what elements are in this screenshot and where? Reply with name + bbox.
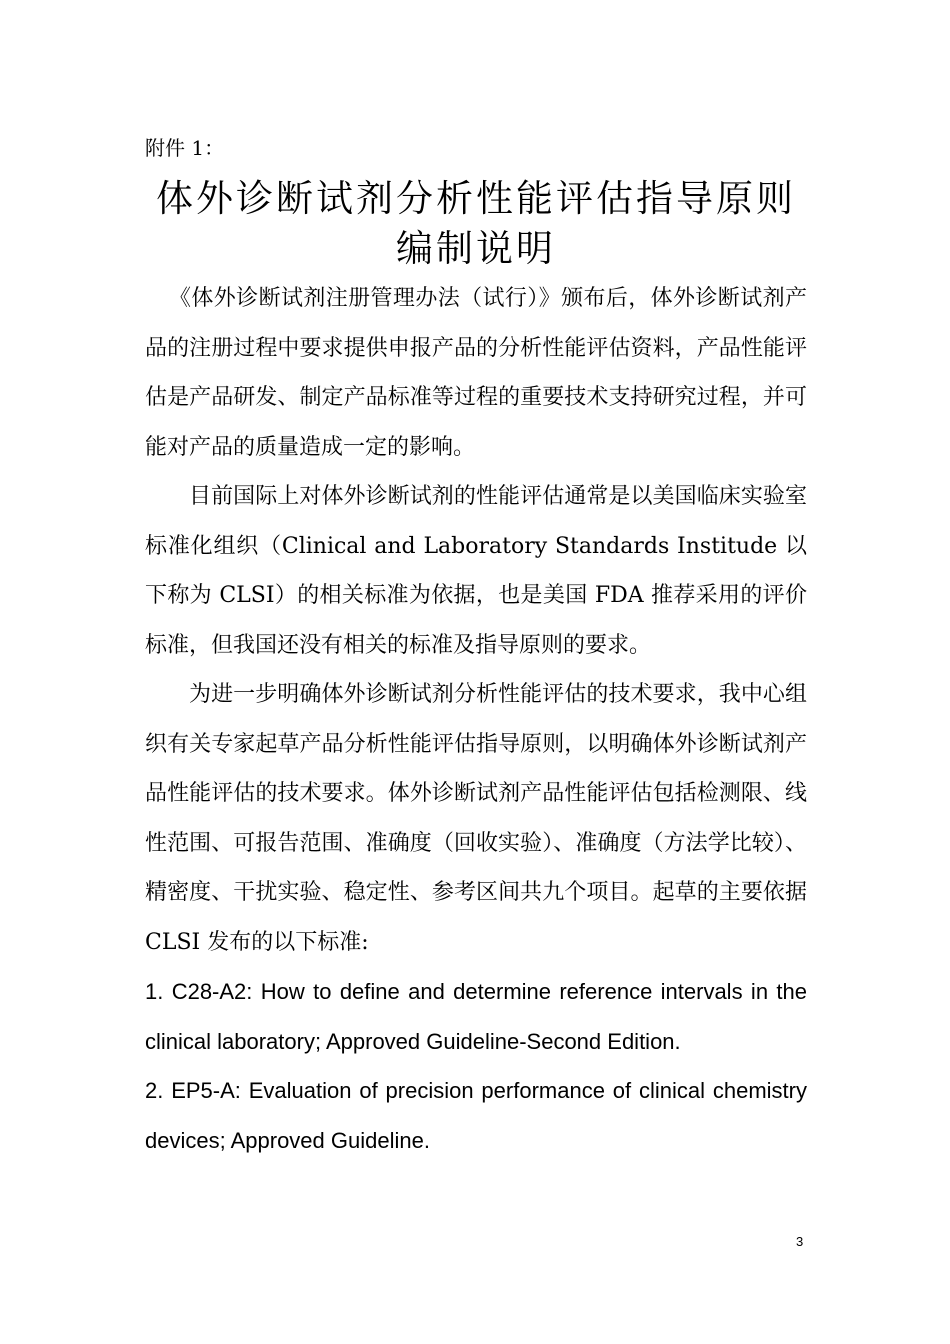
paragraph-background: 目前国际上对体外诊断试剂的性能评估通常是以美国临床实验室标准化组织（Clinical and Laboratory Standards Institude 以下称为 CLSI）的相关标准为依据，也是美国 FDA 推荐采用的评价标准，但我国还没有相关的标准及指导原则的要求。 bbox=[145, 484, 807, 658]
reference-item: 2. EP5-A: Evaluation of precision performance of clinical chemistry devices; Approved Guideline. bbox=[145, 1078, 807, 1153]
reference-item: 1. C28-A2: How to define and determine reference intervals in the clinical laboratory; Approved Guideline-Second Edition. bbox=[145, 979, 807, 1054]
attachment-label: 附件 1： bbox=[145, 136, 225, 160]
paragraph-purpose: 为进一步明确体外诊断试剂分析性能评估的技术要求，我中心组织有关专家起草产品分析性能评估指导原则，以明确体外诊断试剂产品性能评估的技术要求。体外诊断试剂产品性能评估包括检测限、线性范围、可报告范围、准确度（回收实验）、准确度（方法学比较）、精密度、干扰实验、稳定性、参考区间共九个项目。起草的主要依据 CLSI 发布的以下标准: bbox=[145, 682, 807, 955]
document-title bbox=[145, 174, 807, 274]
page-number: 3 bbox=[796, 1234, 804, 1249]
title-line-2: 编制说明 bbox=[396, 227, 556, 270]
paragraph-intro: 《体外诊断试剂注册管理办法（试行）》颁布后，体外诊断试剂产品的注册过程中要求提供申报产品的分析性能评估资料，产品性能评估是产品研发、制定产品标准等过程的重要技术支持研究过程，并可能对产品的质量造成一定的影响。 bbox=[145, 286, 807, 460]
title-line-1: 体外诊断试剂分析性能评估指导原则 bbox=[156, 177, 796, 220]
page-content bbox=[145, 132, 807, 1165]
